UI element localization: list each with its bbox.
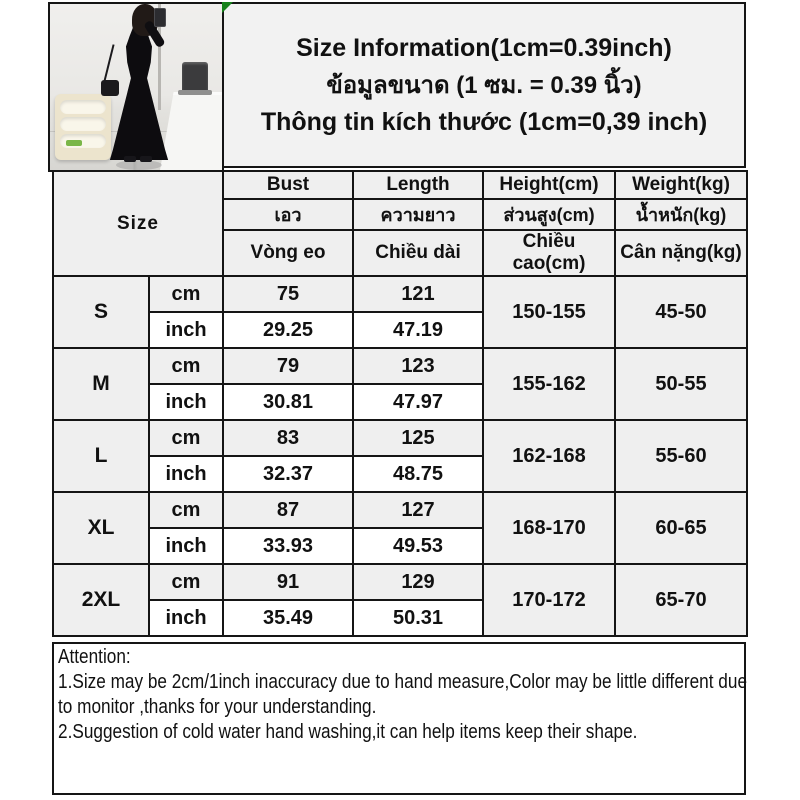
attention-note-2: 2.Suggestion of cold water hand washing,it can help items keep their shape. (58, 721, 638, 743)
title-english: Size Information(1cm=0.39inch) (296, 33, 672, 62)
unit-inch-label: inch (149, 528, 223, 564)
length-inch-s: 47.19 (353, 312, 483, 348)
size-label-s: S (53, 276, 149, 348)
photo-counter (160, 92, 222, 170)
bust-cm-l: 83 (223, 420, 353, 456)
col-header-height-vi: Chiều cao(cm) (483, 230, 615, 276)
col-header-length-en: Length (353, 171, 483, 199)
attention-note-1: 1.Size may be 2cm/1inch inaccuracy due to hand measure,Color may be little different due to monitor ,thanks for your understanding. (58, 671, 748, 718)
shelf-slot (60, 117, 106, 131)
bust-cm-s: 75 (223, 276, 353, 312)
col-header-bust-en: Bust (223, 171, 353, 199)
photo-shoe (140, 156, 152, 162)
unit-inch-label: inch (149, 600, 223, 636)
attention-box (52, 642, 746, 795)
size-corner-header: Size (53, 171, 223, 276)
table-row (53, 276, 747, 312)
photo-shoe (124, 156, 136, 162)
bust-inch-2xl: 35.49 (223, 600, 353, 636)
size-information-title-box (222, 2, 746, 168)
size-label-l: L (53, 420, 149, 492)
size-table (52, 170, 748, 637)
col-header-bust-vi: Vòng eo (223, 230, 353, 276)
photo-phone (154, 8, 166, 27)
col-header-height-en: Height(cm) (483, 171, 615, 199)
col-header-weight-vi: Cân nặng(kg) (615, 230, 747, 276)
shelf-slot (60, 134, 106, 148)
weight-range-l: 55-60 (615, 420, 747, 492)
unit-inch-label: inch (149, 456, 223, 492)
bust-inch-l: 32.37 (223, 456, 353, 492)
bust-inch-s: 29.25 (223, 312, 353, 348)
unit-cm-label: cm (149, 420, 223, 456)
photo-bag-strap (103, 44, 114, 81)
length-inch-m: 47.97 (353, 384, 483, 420)
height-range-2xl: 170-172 (483, 564, 615, 636)
height-range-s: 150-155 (483, 276, 615, 348)
photo-shoulder-bag (101, 80, 119, 96)
table-row (53, 348, 747, 384)
bust-cm-2xl: 91 (223, 564, 353, 600)
weight-range-s: 45-50 (615, 276, 747, 348)
unit-cm-label: cm (149, 564, 223, 600)
weight-range-2xl: 65-70 (615, 564, 747, 636)
photo-floor-reflection (116, 160, 162, 170)
bust-inch-xl: 33.93 (223, 528, 353, 564)
table-row (53, 420, 747, 456)
height-range-xl: 168-170 (483, 492, 615, 564)
bust-inch-m: 30.81 (223, 384, 353, 420)
shelf-slot (60, 100, 106, 114)
col-header-length-vi: Chiều dài (353, 230, 483, 276)
length-cm-l: 125 (353, 420, 483, 456)
unit-cm-label: cm (149, 492, 223, 528)
table-row (53, 492, 747, 528)
green-corner-marker (222, 2, 233, 13)
length-cm-m: 123 (353, 348, 483, 384)
weight-range-m: 50-55 (615, 348, 747, 420)
length-inch-2xl: 50.31 (353, 600, 483, 636)
weight-range-xl: 60-65 (615, 492, 747, 564)
length-inch-xl: 49.53 (353, 528, 483, 564)
unit-cm-label: cm (149, 276, 223, 312)
attention-heading: Attention: (58, 646, 131, 668)
length-cm-2xl: 129 (353, 564, 483, 600)
title-vietnamese: Thông tin kích thước (1cm=0,39 inch) (260, 107, 708, 136)
col-header-weight-en: Weight(kg) (615, 171, 747, 199)
shelf-item (66, 140, 82, 146)
product-photo (48, 2, 224, 172)
col-header-height-th: ส่วนสูง(cm) (483, 199, 615, 230)
length-cm-s: 121 (353, 276, 483, 312)
col-header-bust-th: เอว (223, 199, 353, 230)
table-row (53, 564, 747, 600)
col-header-length-th: ความยาว (353, 199, 483, 230)
photo-device-base (178, 90, 212, 95)
bust-cm-xl: 87 (223, 492, 353, 528)
unit-inch-label: inch (149, 312, 223, 348)
length-inch-l: 48.75 (353, 456, 483, 492)
photo-shelf (55, 94, 111, 160)
size-label-xl: XL (53, 492, 149, 564)
size-label-m: M (53, 348, 149, 420)
col-header-weight-th: น้ำหนัก(kg) (615, 199, 747, 230)
unit-cm-label: cm (149, 348, 223, 384)
height-range-l: 162-168 (483, 420, 615, 492)
unit-inch-label: inch (149, 384, 223, 420)
height-range-m: 155-162 (483, 348, 615, 420)
bust-cm-m: 79 (223, 348, 353, 384)
title-thai: ข้อมูลขนาด (1 ซม. = 0.39 นิ้ว) (326, 71, 642, 99)
size-label-2xl: 2XL (53, 564, 149, 636)
length-cm-xl: 127 (353, 492, 483, 528)
